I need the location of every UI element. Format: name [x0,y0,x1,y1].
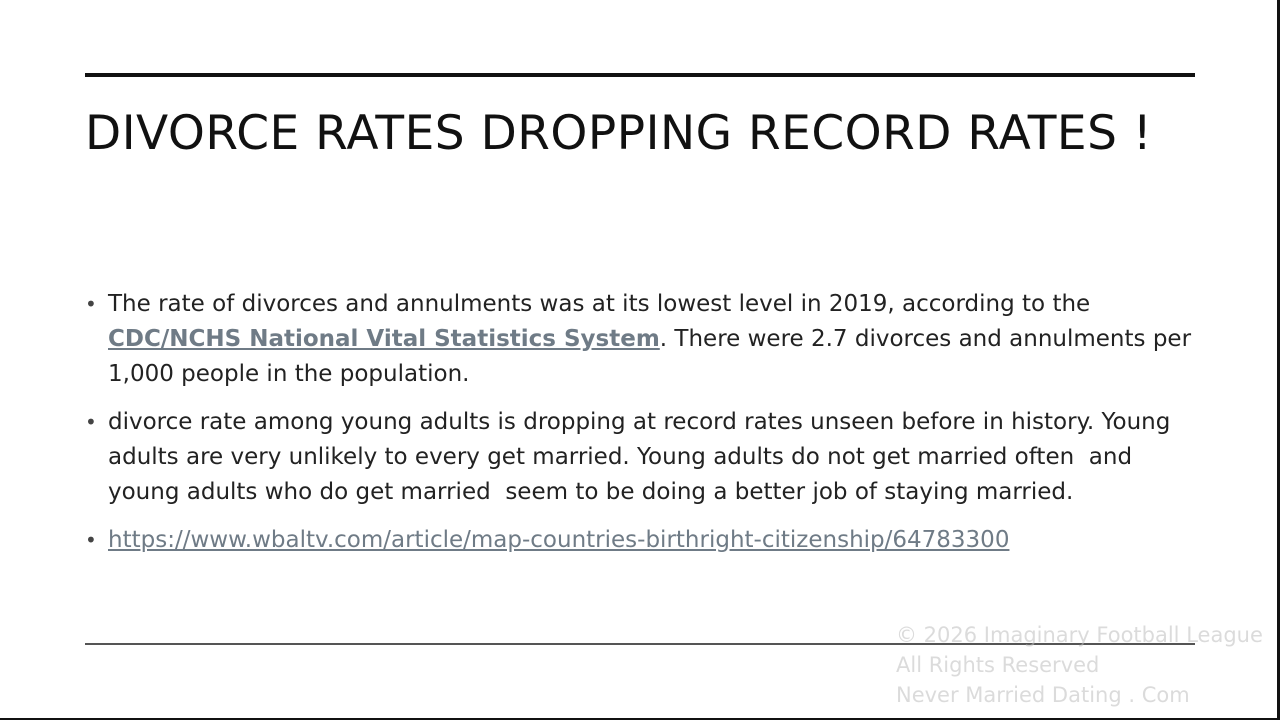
bullet-item-2 [85,405,1195,510]
slide-title: DIVORCE RATES DROPPING RECORD RATES ! [85,106,1153,161]
bullet-1-text-after: . There were 2.7 divorces and annulments per 1,000 people in the population. [108,326,1192,387]
bullet-dot-icon: • [85,528,97,552]
wbaltv-article-link[interactable]: https://www.wbaltv.com/article/map-countries-birthright-citizenship/64783300 [108,527,1010,553]
bullet-item-1 [85,287,1195,392]
bullet-dot-icon: • [85,292,97,316]
title-top-rule [85,73,1195,77]
watermark-copyright: © 2026 Imaginary Football League [896,623,1263,647]
bullet-2-text: divorce rate among young adults is dropping at record rates unseen before in history. Young adults are very unlikely to every get married. Young adults do not get married often and young adults who do get married seem to be doing a better job of staying married. [108,409,1178,505]
watermark [896,620,1280,710]
watermark-site: Never Married Dating . Com [896,683,1190,707]
bullet-1-text-before: The rate of divorces and annulments was at its lowest level in 2019, according to the [108,291,1091,317]
watermark-rights: All Rights Reserved [896,653,1100,677]
bullet-item-3 [85,523,1195,558]
bullet-list [85,287,1195,571]
bullet-dot-icon: • [85,410,97,434]
cdc-nchs-link[interactable]: CDC/NCHS National Vital Statistics System [108,326,660,352]
